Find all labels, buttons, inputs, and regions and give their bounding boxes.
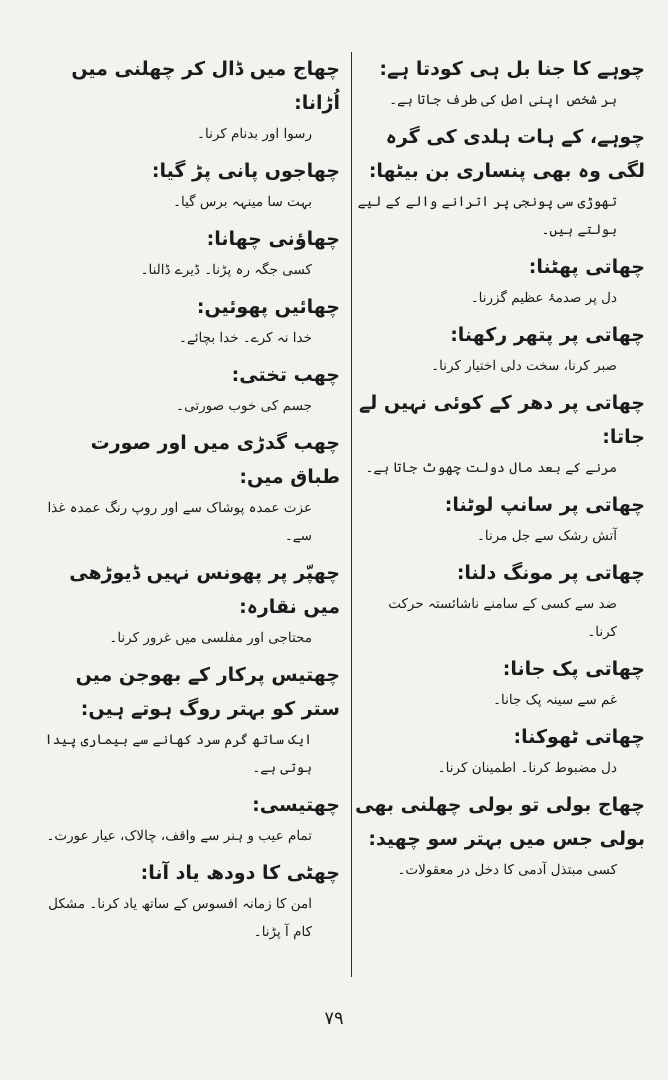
headword: چھتیس پرکار کے بھوجن میں ستر کو بہتر روگ ہوتے ہیں: bbox=[75, 664, 340, 720]
definition: کسی جگہ رہ پڑنا۔ ڈیرے ڈالنا۔ bbox=[140, 262, 312, 278]
headword: چھاجوں پانی پڑ گیا: bbox=[151, 160, 340, 182]
entry bbox=[40, 856, 340, 946]
left-column bbox=[40, 52, 340, 952]
entry bbox=[40, 426, 340, 550]
headword: چھاتی پھٹنا: bbox=[528, 256, 645, 278]
headword: چھاتی پر مونگ دلنا: bbox=[456, 562, 645, 584]
headword: چھپّر پر پھونس نہیں ڈیوڑھی میں نقارہ: bbox=[69, 562, 340, 618]
definition: صبر کرنا، سخت دلی اختیار کرنا۔ bbox=[431, 358, 617, 374]
entry bbox=[355, 488, 645, 550]
definition: خدا نہ کرے۔ خدا بچائے۔ bbox=[178, 330, 312, 346]
headword: چھاتی پر پتھر رکھنا: bbox=[450, 324, 645, 346]
headword: چھاتی پر سانپ لوٹنا: bbox=[444, 494, 645, 516]
headword: چھاج بولی تو بولی چھلنی بھی بولی جس میں بہتر سو چھید: bbox=[355, 794, 645, 850]
headword: چھاتی پک جانا: bbox=[502, 658, 645, 680]
definition: جسم کی خوب صورتی۔ bbox=[176, 398, 312, 414]
entry bbox=[40, 52, 340, 148]
entry bbox=[40, 154, 340, 216]
page-number: ۷۹ bbox=[324, 1008, 344, 1029]
definition: ضد سے کسی کے سامنے ناشائستہ حرکت کرنا۔ bbox=[388, 596, 617, 640]
definition: ایک ساتھ گرم سرد کھانے سے بیماری پیدا ہوتی ہے۔ bbox=[44, 732, 312, 776]
entry bbox=[355, 720, 645, 782]
headword: چوہے کا جنا بل ہی کودتا ہے: bbox=[379, 58, 645, 80]
definition: محتاجی اور مفلسی میں غرور کرنا۔ bbox=[109, 630, 312, 646]
entry bbox=[355, 52, 645, 114]
entry bbox=[355, 652, 645, 714]
definition: تھوڑی سی پونجی پر اترانے والے کے لیے بولتے ہیں۔ bbox=[357, 194, 617, 238]
entry bbox=[40, 658, 340, 782]
entry bbox=[40, 788, 340, 850]
definition: مرنے کے بعد مال دولت چھوٹ جاتا ہے۔ bbox=[365, 460, 617, 476]
definition: دل پر صدمۂ عظیم گزرنا۔ bbox=[470, 290, 617, 306]
headword: چھتیسی: bbox=[252, 794, 340, 816]
column-divider bbox=[351, 52, 352, 977]
right-column bbox=[355, 52, 645, 890]
definition: تمام عیب و ہنر سے واقف، چالاک، عیار عورت۔ bbox=[46, 828, 312, 844]
headword: چھاج میں ڈال کر چھلنی میں اُڑانا: bbox=[71, 58, 340, 114]
entry bbox=[355, 386, 645, 482]
entry bbox=[355, 120, 645, 244]
headword: چھائیں پھوئیں: bbox=[196, 296, 340, 318]
entry bbox=[40, 222, 340, 284]
headword: چھاؤنی چھانا: bbox=[206, 228, 340, 250]
entry bbox=[40, 556, 340, 652]
entry bbox=[355, 250, 645, 312]
definition: عزت عمدہ پوشاک سے اور روپ رنگ عمدہ غذا سے۔ bbox=[47, 500, 312, 544]
headword: چھب گدڑی میں اور صورت طباق میں: bbox=[90, 432, 340, 488]
entry bbox=[355, 318, 645, 380]
definition: رسوا اور بدنام کرنا۔ bbox=[197, 126, 312, 142]
definition: ہر شخص اپنی اصل کی طرف جاتا ہے۔ bbox=[389, 92, 617, 108]
headword: چھاتی ٹھوکنا: bbox=[513, 726, 645, 748]
definition: بہت سا مینہہ برس گیا۔ bbox=[173, 194, 312, 210]
definition: آتش رشک سے جل مرنا۔ bbox=[476, 528, 617, 544]
entry bbox=[40, 290, 340, 352]
definition: غم سے سینہ پک جانا۔ bbox=[493, 692, 617, 708]
definition: دل مضبوط کرنا۔ اطمینان کرنا۔ bbox=[437, 760, 617, 776]
entry bbox=[40, 358, 340, 420]
definition: کسی مبتذل آدمی کا دخل در معقولات۔ bbox=[397, 862, 617, 878]
entry bbox=[355, 788, 645, 884]
headword: چھٹی کا دودھ یاد آنا: bbox=[140, 862, 340, 884]
headword: چھب تختی: bbox=[231, 364, 340, 386]
definition: امن کا زمانہ افسوس کے ساتھ یاد کرنا۔ مشکل کام آ پڑنا۔ bbox=[48, 896, 312, 940]
entry bbox=[355, 556, 645, 646]
headword: چھاتی پر دھر کے کوئی نہیں لے جاتا: bbox=[358, 392, 645, 448]
headword: چوہے، کے ہات ہلدی کی گرہ لگی وہ بھی پنساری بن بیٹھا: bbox=[368, 126, 645, 182]
